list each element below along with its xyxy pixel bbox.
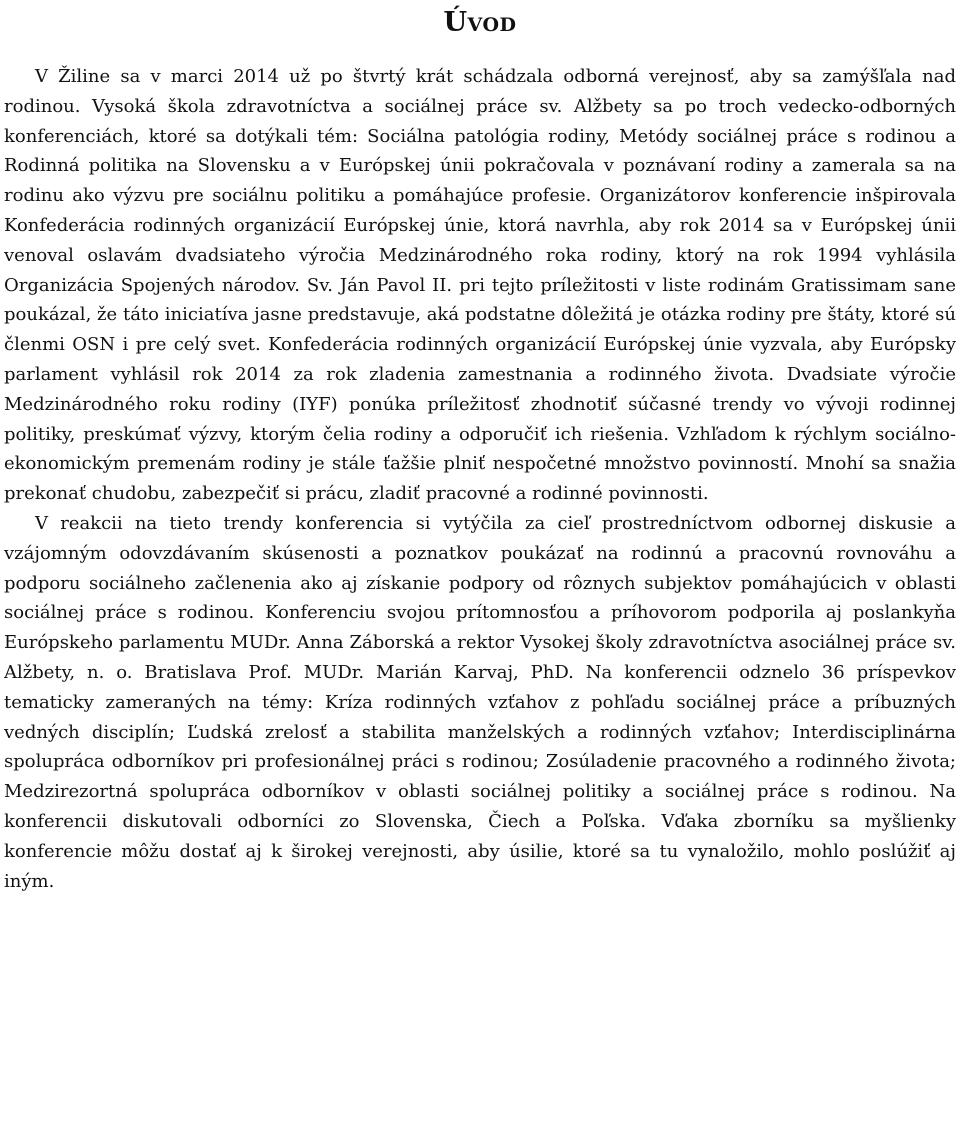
paragraph-conference-goals: V reakcii na tieto trendy konferencia si vytýčila za cieľ prostredníctvom odbornej diskusie a vzájomným odovzdávaním skúsenosti a poznatkov poukázať na rodinnú a pracovnú rovnováhu a podporu sociálneho začlenenia ako aj získanie podpory od rôznych subjektov pomáhajúcich v oblasti sociálnej práce s rodinou. Konferenciu svojou prítomnosťou a príhovorom podporila aj poslankyňa Európskeho parlamentu MUDr. Anna Záborská a rektor Vysokej školy zdravotníctva asociálnej práce sv. Alžbety, n. o. Bratislava Prof. MUDr. Marián Karvaj, PhD. Na konferencii odznelo 36 príspevkov tematicky zameraných na témy: Kríza rodinných vzťahov z pohľadu sociálnej práce a príbuzných vedných disciplín; Ľudská zrelosť a stabilita manželských a rodinných vzťahov; Interdisciplinárna spolupráca odborníkov pri profesionálnej práci s rodinou; Zosúladenie pracovného a rodinného života; Medzirezortná spolupráca odborníkov v oblasti sociálnej politiky a sociálnej práce s rodinou. Na konferencii diskutovali odborníci zo Slovenska, Čiech a Poľska. Vďaka zborníku sa myšlienky konferencie môžu dostať aj k širokej verejnosti, aby úsilie, ktoré sa tu vynaložilo, mohlo poslúžiť aj iným. [4,512,956,892]
page-title: Úvod [443,7,517,38]
paragraph-intro: V Žiline sa v marci 2014 už po štvrtý krát schádzala odborná verejnosť, aby sa zamýšľala nad rodinou. Vysoká škola zdravotníctva a sociálnej práce sv. Alžbety sa po troch vedecko-odborných konferenciách, ktoré sa dotýkali tém: Sociálna patológia rodiny, Metódy sociálnej práce s rodinou a Rodinná politika na Slovensku a v Európskej únii pokračovala v poznávaní rodiny a zamerala sa na rodinu ako výzvu pre sociálnu politiku a pomáhajúce profesie. Organizátorov konferencie inšpirovala Konfederácia rodinných organizácií Európskej únie, ktorá navrhla, aby rok 2014 sa v Európskej únii venoval oslavám dvadsiateho výročia Medzinárodného roka rodiny, ktorý na rok 1994 vyhlásila Organizácia Spojených národov. Sv. Ján Pavol II. pri tejto príležitosti v liste rodinám Gratissimam sane poukázal, že táto iniciatíva jasne predstavuje, aká podstatne dôležitá je otázka rodiny pre štáty, ktoré sú členmi OSN i pre celý svet. Konfederácia rodinných organizácií Európskej únie vyzvala, aby Európsky parlament vyhlásil rok 2014 za rok zladenia zamestnania a rodinného života. Dvadsiate výročie Medzinárodného roku rodiny (IYF) ponúka príležitosť zhodnotiť súčasné trendy vo vývoji rodinnej politiky, preskúmať výzvy, ktorým čelia rodiny a odporučiť ich riešenia. Vzhľadom k rýchlym sociálno-ekonomickým premenám rodiny je stále ťažšie plniť nespočetné množstvo povinností. Mnohí sa snažia prekonať chudobu, zabezpečiť si prácu, zladiť pracovné a rodinné povinnosti. [4,66,956,505]
